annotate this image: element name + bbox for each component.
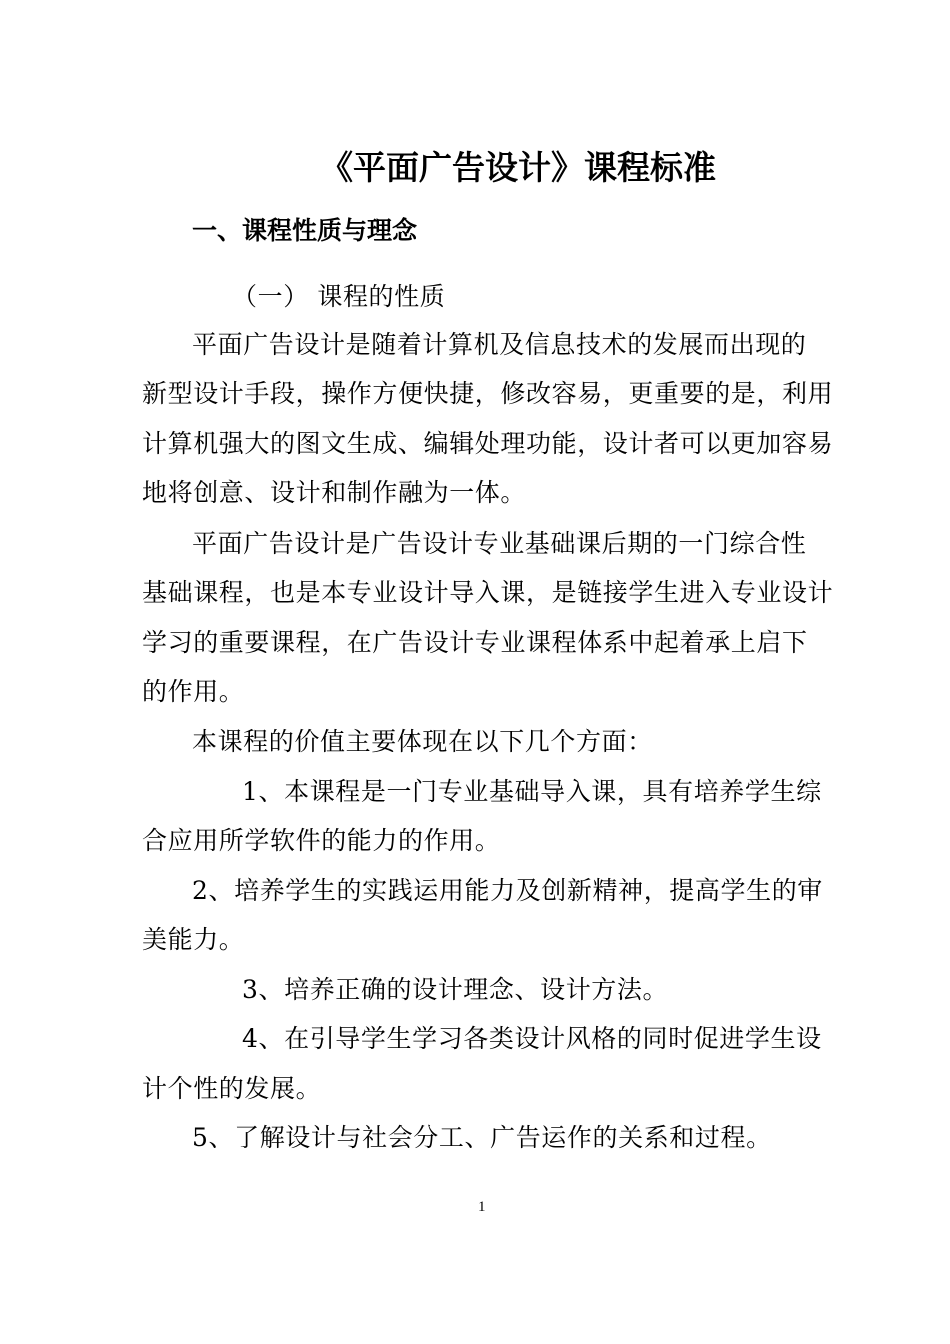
list-item: 5、了解设计与社会分工、广告运作的关系和过程。 xyxy=(192,1123,772,1152)
list-item-continuation: 合应用所学软件的能力的作用。 xyxy=(142,826,501,855)
paragraph-line: 本课程的价值主要体现在以下几个方面： xyxy=(192,727,653,756)
subsection-heading: （一） 课程的性质 xyxy=(232,282,446,311)
document-title: 《平面广告设计》课程标准 xyxy=(320,148,716,187)
list-item: 3、培养正确的设计理念、设计方法。 xyxy=(242,975,669,1004)
page-number: 1 xyxy=(478,1199,486,1215)
list-item-continuation: 美能力。 xyxy=(142,925,245,954)
paragraph-line: 平面广告设计是随着计算机及信息技术的发展而出现的 xyxy=(192,330,807,359)
list-item: 1、本课程是一门专业基础导入课，具有培养学生综 xyxy=(242,777,822,806)
section-heading: 一、课程性质与理念 xyxy=(192,216,418,245)
paragraph-line: 基础课程，也是本专业设计导入课，是链接学生进入专业设计 xyxy=(142,578,834,607)
paragraph-line: 学习的重要课程，在广告设计专业课程体系中起着承上启下 xyxy=(142,628,808,657)
paragraph-line: 地将创意、设计和制作融为一体。 xyxy=(142,478,527,507)
list-item: 4、在引导学生学习各类设计风格的同时促进学生设 xyxy=(242,1024,822,1053)
paragraph-line: 的作用。 xyxy=(142,677,245,706)
paragraph-line: 平面广告设计是广告设计专业基础课后期的一门综合性 xyxy=(192,529,807,558)
paragraph-line: 新型设计手段，操作方便快捷，修改容易，更重要的是，利用 xyxy=(142,379,834,408)
list-item-continuation: 计个性的发展。 xyxy=(142,1074,322,1103)
paragraph-line: 计算机强大的图文生成、编辑处理功能，设计者可以更加容易 xyxy=(142,429,834,458)
list-item: 2、培养学生的实践运用能力及创新精神，提高学生的审 xyxy=(192,876,823,905)
